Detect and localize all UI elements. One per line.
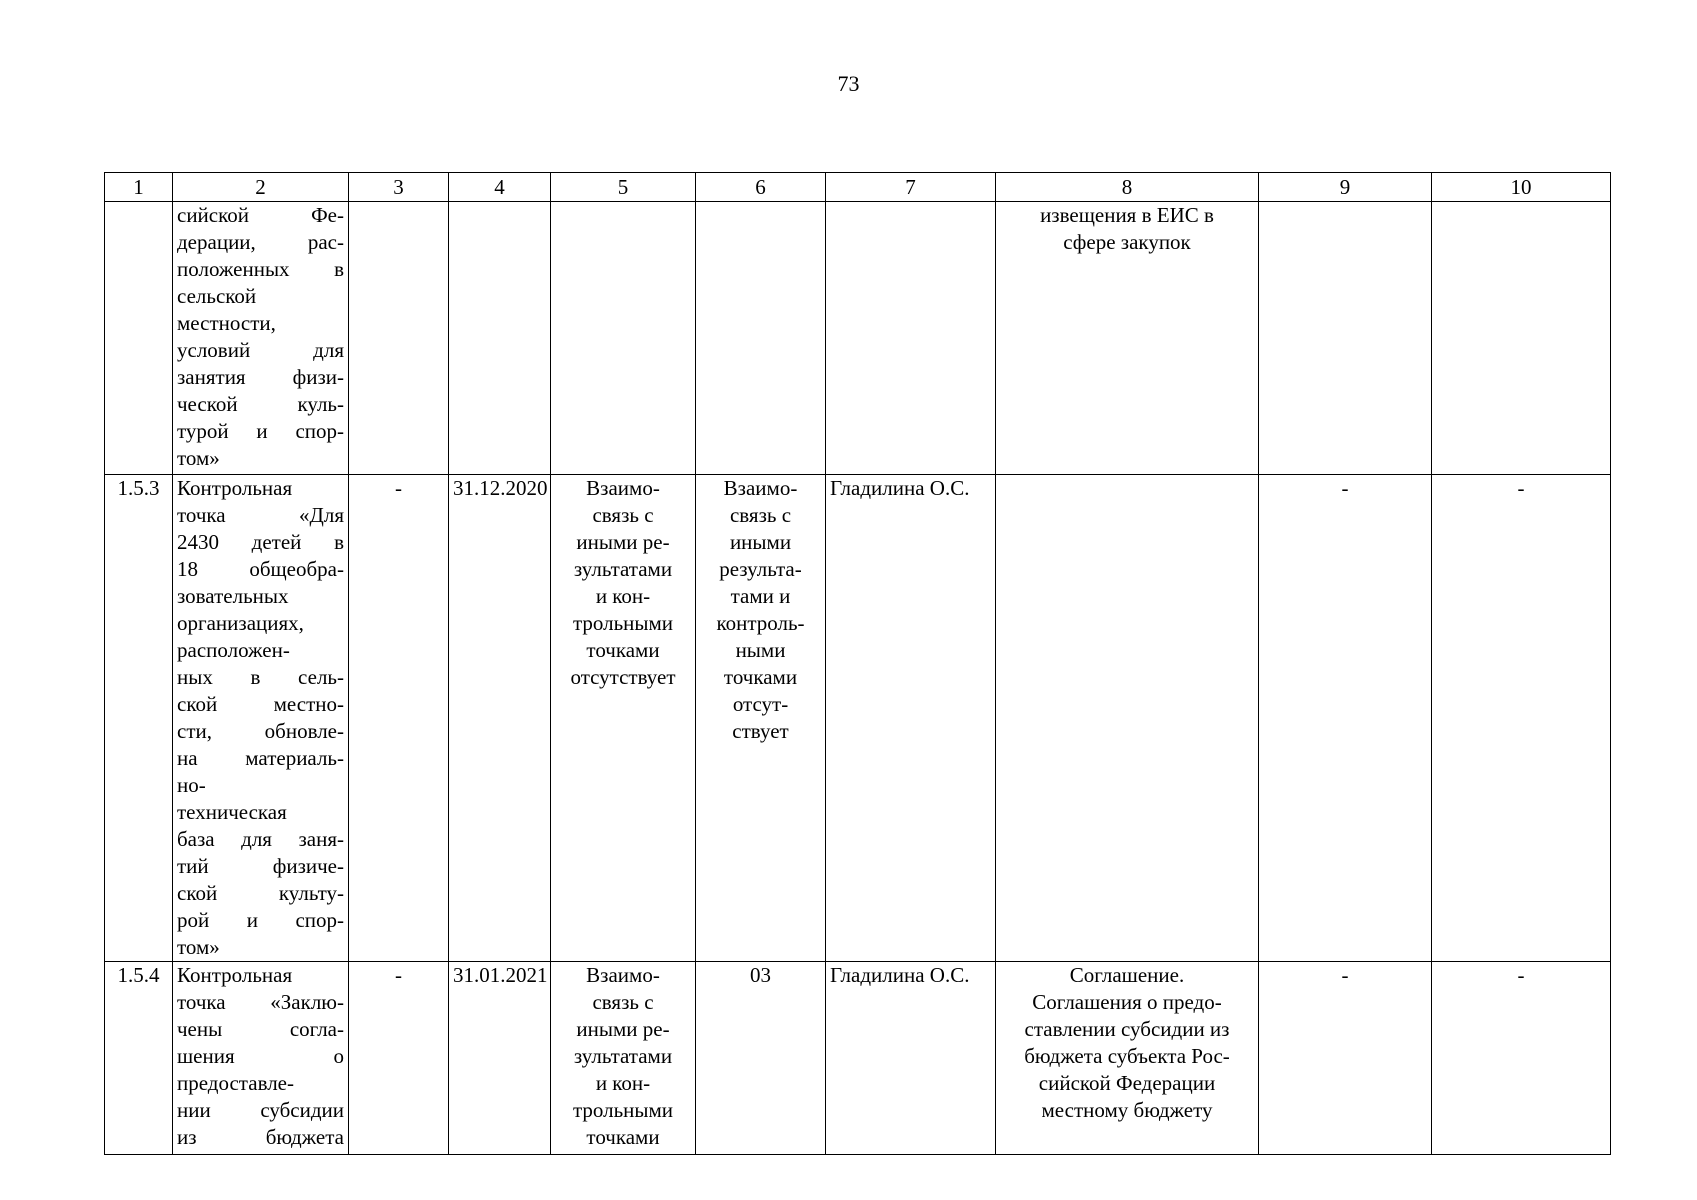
text-line: сийской Фе- — [177, 203, 344, 227]
text-line: бюджета субъекта Рос- — [1024, 1044, 1230, 1068]
text-line: извещения в ЕИС в — [1040, 203, 1214, 227]
text-line: Контрольная — [177, 476, 293, 500]
table-row — [105, 962, 1611, 1155]
text-line: трольными — [572, 1098, 674, 1122]
cell-col10: - — [1432, 475, 1611, 962]
text-line: иными ре- — [576, 530, 670, 554]
text-line: чены согла- — [177, 1017, 344, 1041]
text-line: том» — [177, 446, 220, 470]
text-line: организациях, — [177, 611, 304, 635]
text-line: тий физиче- — [177, 854, 344, 878]
cell-col6 — [696, 202, 826, 475]
header-cell: 9 — [1259, 173, 1432, 202]
text-line: 2430 детей в — [177, 530, 344, 554]
cell-document — [996, 475, 1259, 962]
header-cell: 6 — [696, 173, 826, 202]
text-line: том» — [177, 935, 220, 959]
text-line: шения о — [177, 1044, 344, 1068]
text-line: и кон- — [595, 1071, 651, 1095]
cell-col5 — [551, 962, 696, 1155]
text-line: сфере закупок — [1063, 230, 1191, 254]
text-line: точка «Для — [177, 503, 344, 527]
page-number: 73 — [837, 71, 860, 96]
text-line: сийской Федерации — [1038, 1071, 1216, 1095]
text-line: турой и спор- — [177, 419, 344, 443]
header-cell: 1 — [105, 173, 173, 202]
text-line: ставлении субсидии из — [1024, 1017, 1230, 1041]
text-line: ской местно- — [177, 692, 344, 716]
header-cell: 3 — [349, 173, 449, 202]
header-cell: 7 — [826, 173, 996, 202]
text-line: контроль- — [716, 611, 805, 635]
row-number: 1.5.4 — [105, 962, 173, 1155]
cell-col9 — [1259, 202, 1432, 475]
row-number — [105, 202, 173, 475]
text-line: точками — [586, 1125, 660, 1149]
cell-responsible — [826, 202, 996, 475]
cell-col9: - — [1259, 475, 1432, 962]
text-line: предоставле- — [177, 1071, 294, 1095]
text-line: Соглашение. — [1069, 963, 1185, 987]
cell-col10: - — [1432, 962, 1611, 1155]
cell-col9: - — [1259, 962, 1432, 1155]
cell-col10 — [1432, 202, 1611, 475]
event-name-cell — [173, 962, 349, 1155]
text-line: связь с — [592, 503, 654, 527]
cell-date: 31.01.2021 — [449, 962, 551, 1155]
text-line: техническая — [177, 800, 287, 824]
cell-col3: - — [349, 962, 449, 1155]
text-line: занятия физи- — [177, 365, 344, 389]
text-line: но- — [177, 773, 206, 797]
cell-col6 — [696, 962, 826, 1155]
table-row — [105, 475, 1611, 962]
header-cell: 5 — [551, 173, 696, 202]
event-name-cell — [173, 202, 349, 475]
text-line: зультатами — [573, 557, 673, 581]
text-line: связь с — [729, 503, 792, 527]
text-line: тами и — [730, 584, 791, 608]
cell-col5 — [551, 475, 696, 962]
text-line: ных в сель- — [177, 665, 344, 689]
text-line: связь с — [592, 990, 654, 1014]
cell-col3 — [349, 202, 449, 475]
table-header-row — [105, 173, 1611, 202]
text-line: точками — [723, 665, 798, 689]
text-line: иными — [729, 530, 792, 554]
text-line: иными ре- — [576, 1017, 670, 1041]
text-line: местному бюджету — [1041, 1098, 1213, 1122]
cell-document — [996, 962, 1259, 1155]
text-line: точками — [586, 638, 660, 662]
cell-responsible: Гладилина О.С. — [826, 475, 996, 962]
cell-document — [996, 202, 1259, 475]
header-cell: 4 — [449, 173, 551, 202]
control-points-table — [104, 172, 1611, 1155]
text-line: ческой куль- — [177, 392, 344, 416]
cell-date — [449, 202, 551, 475]
text-line: из бюджета — [177, 1125, 344, 1149]
text-line: нии субсидии — [177, 1098, 344, 1122]
text-line: Контрольная — [177, 963, 293, 987]
text-line: 03 — [750, 963, 771, 987]
text-line: местности, — [177, 311, 276, 335]
text-line: результа- — [719, 557, 802, 581]
text-line: Соглашения о предо- — [1032, 990, 1222, 1014]
cell-responsible: Гладилина О.С. — [826, 962, 996, 1155]
text-line: отсут- — [732, 692, 789, 716]
text-line: зультатами — [573, 1044, 673, 1068]
cell-date: 31.12.2020 — [449, 475, 551, 962]
cell-col3: - — [349, 475, 449, 962]
text-line: условий для — [177, 338, 344, 362]
text-line: положенных в — [177, 257, 344, 281]
header-cell: 2 — [173, 173, 349, 202]
header-cell: 10 — [1432, 173, 1611, 202]
text-line: трольными — [572, 611, 674, 635]
text-line: 18 общеобра- — [177, 557, 344, 581]
row-number: 1.5.3 — [105, 475, 173, 962]
text-line: Взаимо- — [586, 476, 660, 500]
text-line: ствует — [732, 719, 789, 743]
event-name-cell — [173, 475, 349, 962]
text-line: ными — [735, 638, 786, 662]
text-line: точка «Заклю- — [177, 990, 344, 1014]
text-line: ской культу- — [177, 881, 344, 905]
table-row — [105, 202, 1611, 475]
text-line: расположен- — [177, 638, 290, 662]
text-line: и кон- — [595, 584, 651, 608]
text-line: отсутствует — [570, 665, 676, 689]
header-cell: 8 — [996, 173, 1259, 202]
text-line: сти, обновле- — [177, 719, 344, 743]
text-line: рой и спор- — [177, 908, 344, 932]
text-line: база для заня- — [177, 827, 344, 851]
cell-col6 — [696, 475, 826, 962]
text-line: на материаль- — [177, 746, 344, 770]
text-line: зовательных — [177, 584, 289, 608]
cell-col5 — [551, 202, 696, 475]
text-line: дерации, рас- — [177, 230, 344, 254]
text-line: сельской — [177, 284, 257, 308]
text-line: Взаимо- — [586, 963, 660, 987]
text-line: Взаимо- — [723, 476, 798, 500]
